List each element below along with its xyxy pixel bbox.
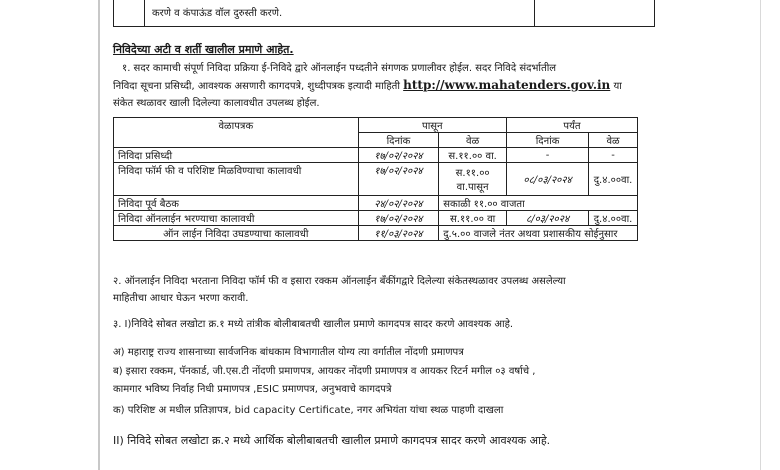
item-b-line1: ब) इसारा रक्कम, पॅनकार्ड, जी.एस.टी नोंदणी प्रमाणपत्र, आयकर नोंदणी प्रमाणपत्र व आयकर रिटर्न मगील ०३ वर्षाचे ,: [113, 366, 536, 377]
header-to-date: दिनांक: [507, 133, 589, 148]
to-date: ८/०३/२०२४: [507, 211, 589, 226]
from-time: [439, 163, 507, 196]
para2-line1: २. ऑनलाईन निविदा भरताना निविदा फॉर्म फी व इसारा रक्कम ऑनलाईन बँकींगद्वारे दिलेल्या संकेतस्थळावर उपलब्ध असलेल्या: [113, 276, 566, 287]
from-time-line1: स.११.००: [455, 168, 490, 179]
para3: ३. I)निविदे सोबत लखोटा क्र.१ मध्ये तांत्रीक बोलीबाबतची खालील प्रमाणे कागदपत्र सादर करणे आवश्यक आहे.: [113, 319, 514, 330]
header-from-date: दिनांक: [358, 133, 439, 148]
section-heading: निविदेच्या अटी व शर्ती खालील प्रमाणे आहेत.: [113, 43, 294, 56]
from-time-line2: वा.पासून: [456, 182, 489, 193]
item-b-line2: कामगार भविष्य निर्वाह निधी प्रमाणपत्र ,ESIC प्रमाणपत्र, अनुभवाचे कागदपत्रे: [113, 384, 392, 395]
para1-line2: [113, 79, 622, 93]
from-date: २४/०२/२०२४: [358, 196, 439, 211]
para-ii: II) निविदे सोबत लखोटा क्र.२ मध्ये आर्थिक बोलीबाबतची खालील प्रमाणे कागदपत्र सादर करणे आवश्यक आहे.: [113, 434, 551, 447]
to-date: ०८/०३/२०२४: [507, 163, 589, 196]
para2-line2: माहितीचा आधार घेऊन भरणा करावी.: [113, 293, 249, 304]
row-label: निविदा प्रसिध्दी: [114, 148, 359, 163]
from-time: स.११.०० वा.: [439, 148, 507, 163]
schedule-table: [113, 117, 638, 241]
from-date: १७/०२/२०२४: [358, 211, 439, 226]
to-time: दु.४.००वा.: [589, 163, 638, 196]
to-time: -: [589, 148, 638, 163]
from-date: ११/०३/२०२४: [358, 226, 439, 241]
from-date: १७/०२/२०२४: [358, 148, 439, 163]
mahatenders-link[interactable]: http://www.mahatenders.gov.in: [403, 78, 611, 92]
table-row: [114, 163, 638, 196]
header-to-time: वेळ: [589, 133, 638, 148]
item-c: क) परिशिष्ट अ मधील प्रतिज्ञापत्र, bid capacity Certificate, नगर अभियंता यांचा स्थळ पाहणी दाखला: [113, 405, 504, 416]
from-time: स.११.०० वा: [439, 211, 507, 226]
header-schedule: वेळापत्रक: [114, 118, 359, 148]
para1-line1: १. सदर कामाची संपूर्ण निविदा प्रक्रिया ई-निविदे द्वारे ऑनलाईन पध्दतीने संगणक प्रणालीवर होईल. सदर निविदे संदर्भातील: [122, 63, 557, 74]
from-date: १७/०२/२०२४: [358, 163, 439, 196]
table-header-row: [114, 118, 638, 133]
table-row: [114, 211, 638, 226]
row-label: निविदा पूर्व बैठक: [114, 196, 359, 211]
para1-line2-end: या: [613, 81, 622, 92]
from-time: सकाळी ११.०० वाजता: [439, 196, 638, 211]
page-gutter-line: [98, 0, 100, 470]
table-row: [114, 196, 638, 211]
para1-line2-text: निविदा सूचना प्रसिध्दी, आवश्यक असणारी कागदपत्रे, शुध्दीपत्रक इत्यादी माहिती: [113, 81, 400, 92]
row-label: ऑन लाईन निविदा उघडण्याचा कालावधी: [114, 226, 359, 241]
top-table-fragment: [113, 0, 655, 27]
item-a: अ) महाराष्ट्र राज्य शासनाच्या सार्वजनिक बांधकाम विभागातील योग्य त्या वर्गातील नोंदणी प्रमाणपत्र: [113, 347, 464, 358]
table-divider: [144, 0, 145, 26]
table-divider: [534, 0, 535, 26]
table-row: [114, 226, 638, 241]
header-to: पर्यंत: [507, 118, 638, 133]
from-time: दु.५.०० वाजले नंतर अथवा प्रशासकीय सोईनुसार: [439, 226, 638, 241]
row-label: निविदा फॉर्म फी व परिशिष्ट मिळविण्याचा कालावधी: [114, 163, 359, 196]
table-row: [114, 148, 638, 163]
para1-line3: संकेत स्थळावर खाली दिलेल्या कालावधीत उपलब्ध होईल.: [113, 98, 320, 109]
header-from: पासून: [358, 118, 506, 133]
to-time: दु.४.००वा.: [589, 211, 638, 226]
to-date: -: [507, 148, 589, 163]
page-right-edge: [760, 0, 761, 470]
top-table-text: करणे व कंपाऊंड वॉल दुरुस्ती करणे.: [152, 8, 283, 19]
header-from-time: वेळ: [439, 133, 507, 148]
row-label: निविदा ऑनलाईन भरण्याचा कालावधी: [114, 211, 359, 226]
